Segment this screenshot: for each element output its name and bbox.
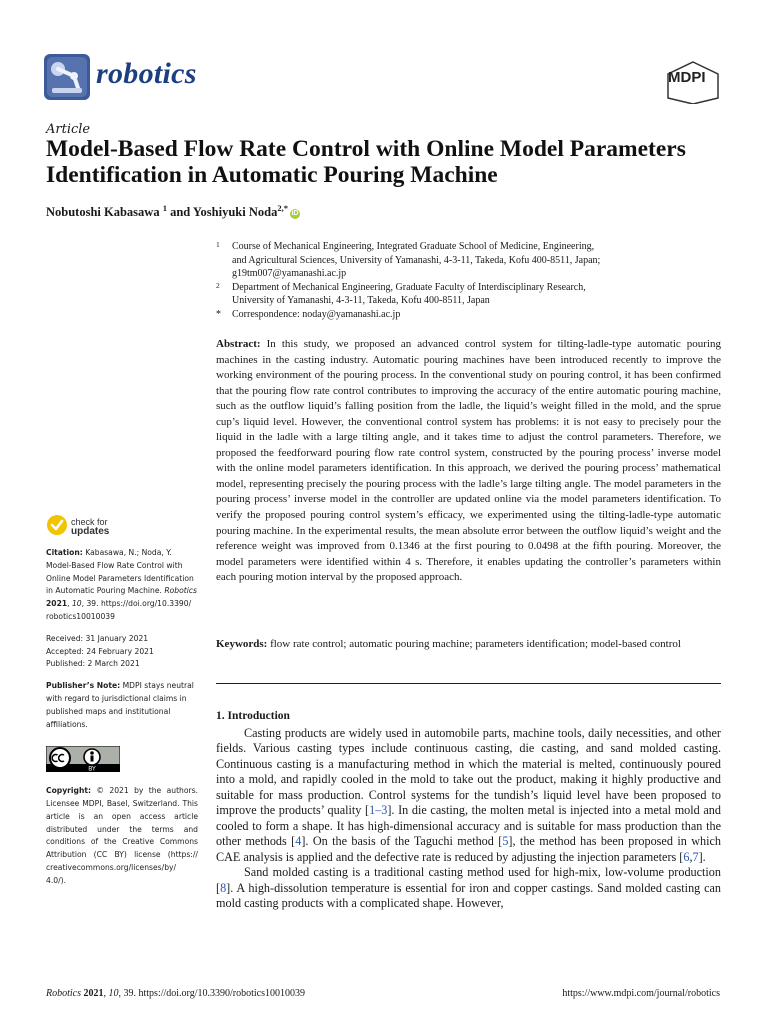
correspondence-line[interactable]: Correspondence: noday@yamanashi.ac.jp [232,308,401,320]
paragraph-text: , [689,849,693,864]
author-name[interactable]: Yoshiyuki Noda [192,205,278,220]
paragraph [216,726,721,865]
affiliation-line: University of Yamanashi, 4-3-11, Takeda, Kofu 400-8511, Japan [232,295,490,306]
check-for-updates-button[interactable] [46,514,176,544]
paper-title: Model-Based Flow Rate Control with Online Model Parameters Identification in Automatic Pouring Machine [46,136,686,188]
section-divider [216,683,721,684]
citation-block: Citation: Kabasawa, N.; Noda, Y. Model-Based Flow Rate Control with Online Model Parameters Identification in Automatic Pouring Machine. Robotics 2021, 10, 39. https://doi.org/10.3390/ robotics10010039 [46,548,197,621]
cc-by-license-icon[interactable] [46,746,120,772]
citation-year: 2021 [46,599,68,609]
check-for-updates-icon [46,514,68,536]
paragraph-text: ]. On the basis of the Taguchi method [ [301,834,503,849]
affiliations [216,240,726,321]
affiliation-mark: * [216,308,221,320]
article-type: Article [46,122,91,137]
publisher-note [46,680,198,731]
affiliation-item [216,308,726,322]
footer-year: 2021 [83,988,104,999]
footer-doi-link[interactable]: 39. https://doi.org/10.3390/robotics10010039 [123,988,305,999]
copyright-block [46,785,198,887]
paragraph-text: ], the method has been proposed in which CAE analysis is applied and the defective rate is reduced by adjusting the injection parameters [ [216,834,722,864]
cc-by-label: BY [88,765,96,773]
reference-link[interactable]: 7 [692,849,699,864]
publisher-note-text: MDPI stays neutral with regard to jurisdictional claims in published maps and institutional affiliations. [46,681,194,729]
check-for-updates-label: check for [71,517,108,527]
dates-block [46,633,198,671]
keywords-text: flow rate control; automatic pouring machine; parameters identification; model-based control [270,638,681,650]
affiliation-item [216,281,726,308]
author-name[interactable]: Nobutoshi Kabasawa [46,205,160,220]
orcid-icon[interactable]: iD [291,210,299,218]
abstract [216,337,721,586]
robotics-journal-logo-icon [44,54,90,100]
mdpi-logo-text: MDPI [668,69,706,86]
paragraph-text: ]. [698,849,706,864]
affiliation-mark: 2 [216,280,220,290]
abstract-label: Abstract: [216,338,261,350]
reference-link[interactable]: 8 [220,880,227,895]
author-list [46,203,300,220]
author-conjunction: and [170,205,191,220]
paragraph-text: Casting products are widely used in automobile parts, machine tools, daily necessities, and other fields. Various casting types include continuous casting, die casting, and sand molded casting. Continuous casting is a manufacturing method in which the material is melted, continuously poured into a mold, and rapidly cooled in the mold to take out the product, making it highly productive and suitable for mass production. Control systems for the tundish’s liquid level have been proposed to improve the products’ quality [ [216,726,721,818]
abstract-text: In this study, we proposed an advanced control system for tilting-ladle-type automatic pouring machines in the casting industry. Automatic pouring machines have been introduced recently to improve the working environment of the pouring process. In the conventional study on pouring control, it has been confirmed that the pouring flow rate control contributes to improving the accuracy of the entire automatic pouring machine, such as the outflow liquid’s falling position from the ladle, the liquid’s weight filled in the mold, and the sprue cup’s liquid level. However, the conventional control system has problems: it is not easy to precisely pour the liquid in the ladle with a large tilting angle, and it takes time to adjust the control parameters. Therefore, we proposed the feedforward pouring flow rate control system, constructed by the pouring process’ inverse model with the online model parameters identification. In this approach, we derived the pouring process’ mathematical model, representing precisely the pouring process with the ladle’s large tilting angle. The model parameters in the pouring process’ inverse model in the controller are updated online via the model parameters identification. To verify the proposed pouring control system’s efficacy, we experimented using the tilting-ladle-type automatic pouring machine. In the experimental results, the mean absolute error between the outflow liquid’s weight and the reference weight was improved from 0.1346 at the first pouring to 0.0498 at the fifth pouring. Moreover, the model parameters were identified within 4 s. Therefore, it enables updating the controller’s parameters within each pouring motion interval by the proposed approach. [216,338,722,584]
author-affiliation-mark: 2,* [277,203,288,213]
affiliation-line: Course of Mechanical Engineering, Integrated Graduate School of Medicine, Engineering, [232,241,595,252]
affiliation-line: and Agricultural Sciences, University of Yamanashi, 4-3-11, Takeda, Kofu 400-8511, Japan; [232,254,601,266]
copyright-text: © 2021 by the authors. Licensee MDPI, Basel, Switzerland. This article is an open access article distributed under the terms and conditions of the Creative Commons Attribution (CC BY) license (https:// creativecommons.org/licenses/by/ 4.0/). [46,786,198,885]
reference-link[interactable]: 5 [502,834,509,849]
journal-name: robotics [96,57,197,90]
check-for-updates-label: updates [71,526,110,537]
introduction-body [216,726,721,911]
citation-text: Kabasawa, N.; Noda, Y. Model-Based Flow Rate Control with Online Model Parameters Identification in Automatic Pouring Machine. [46,548,194,596]
copyright-label: Copyright: [46,786,92,796]
footer-journal: Robotics [46,988,81,999]
paragraph-text: ]. In die casting, the molten metal is injected into a metal mold and cooled to form a shape. It has high-dimensional accuracy and is suitable for mass production than the other methods [ [216,803,721,849]
affiliation-email[interactable]: g19tm007@yamanashi.ac.jp [232,268,347,279]
affiliation-item [216,240,726,281]
affiliation-mark: 1 [216,240,220,249]
reference-link[interactable]: 1–3 [369,803,388,818]
author-affiliation-mark: 1 [162,203,167,213]
accepted-date: Accepted: 24 February 2021 [46,646,154,656]
published-date: Published: 2 March 2021 [46,659,140,669]
received-date: Received: 31 January 2021 [46,633,149,643]
reference-link[interactable]: 6 [683,849,690,864]
reference-link[interactable]: 4 [295,834,302,849]
section-heading: 1. Introduction [216,710,290,722]
affiliation-line: Department of Mechanical Engineering, Graduate Faculty of Interdisciplinary Research, [232,281,586,293]
paragraph [216,865,721,911]
citation-volume: 10 [71,599,82,609]
keywords [216,637,721,653]
keywords-label: Keywords: [216,638,268,650]
article-info-sidebar [46,547,198,897]
paragraph-text: ]. A high-dissolution temperature is essential for iron and copper castings. Sand molded casting can mold casting products with a complicated shape. However, [216,880,721,910]
citation-doi-link[interactable]: 39. https://doi.org/10.3390/ robotics10010039 [46,599,192,621]
footer-citation: Robotics 2021, 10, 39. https://doi.org/10.3390/robotics10010039 [46,988,305,999]
publisher-note-label: Publisher’s Note: [46,681,121,691]
citation-journal: Robotics [164,586,197,596]
footer-journal-url[interactable]: https://www.mdpi.com/journal/robotics [562,988,720,999]
mdpi-logo [664,60,722,104]
footer-volume: 10 [108,988,119,999]
paragraph-text: Sand molded casting is a traditional casting method used for high-mix, low-volume production [ [216,865,721,895]
citation-label: Citation: [46,548,83,557]
